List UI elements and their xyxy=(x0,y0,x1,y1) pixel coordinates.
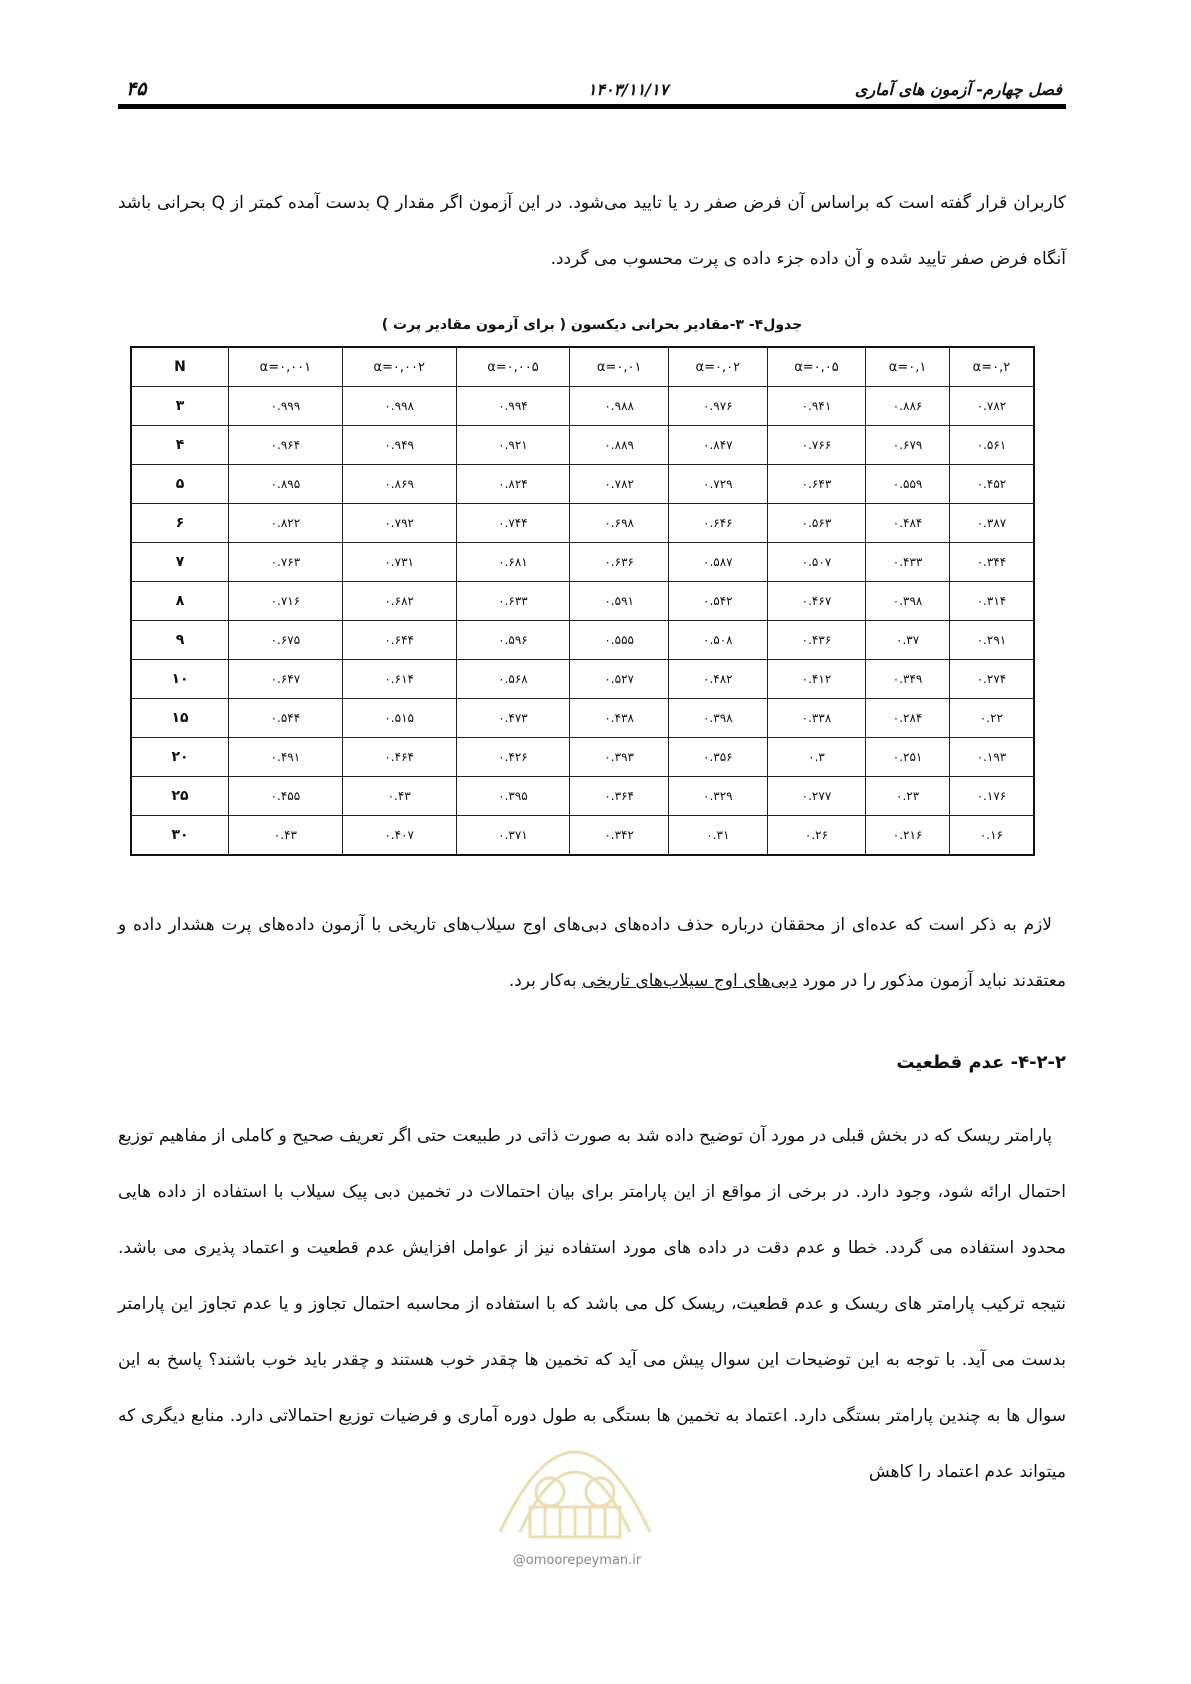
n-cell: ۵ xyxy=(131,465,229,504)
n-cell: ۹ xyxy=(131,621,229,660)
critical-value-cell: ۰.۳۴۲ xyxy=(570,816,669,856)
critical-value-cell: ۰.۲۱۶ xyxy=(866,816,950,856)
critical-value-cell: ۰.۲۷۴ xyxy=(949,660,1034,699)
alpha-header: α=۰,۱ xyxy=(866,347,950,387)
n-cell: ۴ xyxy=(131,426,229,465)
critical-value-cell: ۰.۶۴۴ xyxy=(342,621,456,660)
critical-value-cell: ۰.۳۴۴ xyxy=(949,543,1034,582)
critical-value-cell: ۰.۶۴۳ xyxy=(767,465,866,504)
chapter-title: فصل چهارم- آزمون های آماری xyxy=(854,80,1062,99)
critical-value-cell: ۰.۸۸۹ xyxy=(570,426,669,465)
alpha-header: α=۰,۰۰۵ xyxy=(456,347,570,387)
critical-value-cell: ۰.۷۲۹ xyxy=(669,465,768,504)
critical-value-cell: ۰.۴۷۳ xyxy=(456,699,570,738)
critical-value-cell: ۰.۳۲۹ xyxy=(669,777,768,816)
alpha-header: α=۰,۰۱ xyxy=(570,347,669,387)
critical-value-cell: ۰.۳۹۳ xyxy=(570,738,669,777)
critical-value-cell: ۰.۶۳۶ xyxy=(570,543,669,582)
critical-value-cell: ۰.۹۴۹ xyxy=(342,426,456,465)
critical-value-cell: ۰.۶۴۶ xyxy=(669,504,768,543)
critical-value-cell: ۰.۴۵۵ xyxy=(229,777,343,816)
critical-value-cell: ۰.۳۴۹ xyxy=(866,660,950,699)
alpha-header: α=۰,۲ xyxy=(949,347,1034,387)
critical-value-cell: ۰.۶۷۵ xyxy=(229,621,343,660)
critical-value-cell: ۰.۷۳۱ xyxy=(342,543,456,582)
table-body xyxy=(131,387,1034,856)
table-row xyxy=(131,465,1034,504)
critical-value-cell: ۰.۱۹۳ xyxy=(949,738,1034,777)
critical-value-cell: ۰.۵۹۶ xyxy=(456,621,570,660)
n-cell: ۷ xyxy=(131,543,229,582)
critical-value-cell: ۰.۳۹۸ xyxy=(866,582,950,621)
critical-value-cell: ۰.۴۱۲ xyxy=(767,660,866,699)
critical-value-cell: ۰.۶۹۸ xyxy=(570,504,669,543)
n-cell: ۱۵ xyxy=(131,699,229,738)
critical-value-cell: ۰.۵۶۸ xyxy=(456,660,570,699)
critical-value-cell: ۰.۱۶ xyxy=(949,816,1034,856)
paragraph-1-line-1: کاربران قرار گفته است که براساس آن فرض صفر رد یا تایید می‌شود. در این آزمون اگر مقدار Q بدست آمده کمتر از Q xyxy=(211,193,1066,213)
paragraph-2-line-2-start: هشدار داده و معتقدند نباید آزمون مذکور را در مورد xyxy=(118,915,1066,991)
watermark-logo-icon xyxy=(470,1382,680,1552)
critical-value-cell: ۰.۲۵۱ xyxy=(866,738,950,777)
critical-value-cell: ۰.۴۰۷ xyxy=(342,816,456,856)
critical-value-cell: ۰.۵۵۵ xyxy=(570,621,669,660)
underlined-phrase: دبی‌های اوج سیلاب‌های تاریخی xyxy=(582,971,798,991)
critical-value-cell: ۰.۴۳۳ xyxy=(866,543,950,582)
critical-value-cell: ۰.۳۹۸ xyxy=(669,699,768,738)
critical-value-cell: ۰.۴۸۲ xyxy=(669,660,768,699)
table-row xyxy=(131,738,1034,777)
critical-value-cell: ۰.۸۲۲ xyxy=(229,504,343,543)
critical-value-cell: ۰.۴۶۷ xyxy=(767,582,866,621)
critical-value-cell: ۰.۹۸۸ xyxy=(570,387,669,426)
critical-value-cell: ۰.۹۹۴ xyxy=(456,387,570,426)
critical-value-cell: ۰.۹۹۸ xyxy=(342,387,456,426)
critical-value-cell: ۰.۴۳ xyxy=(342,777,456,816)
table-header-row xyxy=(131,347,1034,387)
critical-value-cell: ۰.۳۹۵ xyxy=(456,777,570,816)
table-row xyxy=(131,699,1034,738)
critical-value-cell: ۰.۵۹۱ xyxy=(570,582,669,621)
critical-value-cell: ۰.۷۸۲ xyxy=(949,387,1034,426)
alpha-header: α=۰,۰۰۲ xyxy=(342,347,456,387)
critical-value-cell: ۰.۳۱ xyxy=(669,816,768,856)
critical-value-cell: ۰.۹۹۹ xyxy=(229,387,343,426)
critical-value-cell: ۰.۴۲۶ xyxy=(456,738,570,777)
critical-value-cell: ۰.۲۳ xyxy=(866,777,950,816)
critical-value-cell: ۰.۲۸۴ xyxy=(866,699,950,738)
critical-value-cell: ۰.۵۲۷ xyxy=(570,660,669,699)
critical-value-cell: ۰.۵۱۵ xyxy=(342,699,456,738)
critical-value-cell: ۰.۹۲۱ xyxy=(456,426,570,465)
critical-value-cell: ۰.۴۳۶ xyxy=(767,621,866,660)
critical-value-cell: ۰.۲۲ xyxy=(949,699,1034,738)
n-cell: ۳۰ xyxy=(131,816,229,856)
critical-value-cell: ۰.۶۸۱ xyxy=(456,543,570,582)
dixon-critical-values-table xyxy=(130,346,1035,856)
critical-value-cell: ۰.۷۱۶ xyxy=(229,582,343,621)
table-row xyxy=(131,777,1034,816)
critical-value-cell: ۰.۸۸۶ xyxy=(866,387,950,426)
paragraph-2-line-1: لازم به ذکر است که عده‌ای از محققان درباره حذف داده‌های دبی‌های اوج سیلاب‌های تاریخی با آزمون داده‌های پرت xyxy=(221,915,1053,935)
table-row xyxy=(131,387,1034,426)
critical-value-cell: ۰.۵۴۴ xyxy=(229,699,343,738)
critical-value-cell: ۰.۶۳۳ xyxy=(456,582,570,621)
paragraph-1-line-2: بحرانی باشد آنگاه فرض صفر تایید شده و آن داده جزء داده ی پرت محسوب می گردد. xyxy=(118,193,1066,269)
critical-value-cell: ۰.۸۲۴ xyxy=(456,465,570,504)
table-row xyxy=(131,582,1034,621)
section-heading: ۴-۲-۲- عدم قطعیت xyxy=(896,1052,1066,1073)
n-column-header: N xyxy=(131,347,229,387)
critical-value-cell: ۰.۱۷۶ xyxy=(949,777,1034,816)
critical-value-cell: ۰.۶۷۹ xyxy=(866,426,950,465)
n-cell: ۸ xyxy=(131,582,229,621)
table-row xyxy=(131,426,1034,465)
critical-value-cell: ۰.۷۹۲ xyxy=(342,504,456,543)
paragraph-2 xyxy=(118,897,1066,1009)
critical-value-cell: ۰.۳۸۷ xyxy=(949,504,1034,543)
header-rule xyxy=(118,104,1066,109)
page-number: ۴۵ xyxy=(126,78,147,100)
critical-value-cell: ۰.۹۴۱ xyxy=(767,387,866,426)
critical-value-cell: ۰.۵۰۷ xyxy=(767,543,866,582)
paragraph-2-line-2-end: به‌کار برد. xyxy=(508,971,583,991)
table-row xyxy=(131,660,1034,699)
critical-value-cell: ۰.۵۶۳ xyxy=(767,504,866,543)
critical-value-cell: ۰.۸۴۷ xyxy=(669,426,768,465)
critical-value-cell: ۰.۸۹۵ xyxy=(229,465,343,504)
paragraph-1 xyxy=(118,175,1066,287)
alpha-header: α=۰,۰۰۱ xyxy=(229,347,343,387)
critical-value-cell: ۰.۳۷ xyxy=(866,621,950,660)
critical-value-cell: ۰.۷۴۴ xyxy=(456,504,570,543)
critical-value-cell: ۰.۵۸۷ xyxy=(669,543,768,582)
page-header xyxy=(118,72,1066,102)
paragraph-3-text: پارامتر ریسک که در بخش قبلی در مورد آن توضیح داده شد به صورت ذاتی در طبیعت حتی اگر تعریف صحیح و کاملی از مفاهیم توزیع احتمال ارائه شود، وجود دارد. در برخی از مواقع از این پارامتر برای بیان احتمالات در تخمین دبی پیک سیلاب با استفاده از داده هایی محدود استفاده می گردد. خطا و عدم دقت در داده های مورد استفاده نیز از عوامل افزایش عدم قطعیت و اعتماد پذیری می باشد. نتیجه ترکیب پارامتر های ریسک و عدم قطعیت، ریسک کل می باشد که با استفاده از محاسبه احتمال تجاوز و یا عدم تجاوز این پارامتر بدست می آید. با توجه به این توضیحات این سوال پیش می آید که تخمین ها چقدر خوب هستند و چقدر باید خوب باشند؟ پاسخ به این سوال ها به چندین پارامتر بستگی دارد. اعتماد به تخمین ها بستگی به طول دوره آماری و فرضیات توزیع احتمالاتی دارد. منابع دیگری که میتواند عدم اعتماد را کاهش xyxy=(118,1126,1066,1482)
critical-value-cell: ۰.۴۹۱ xyxy=(229,738,343,777)
table-caption: جدول۴- ۳-مقادیر بحرانی دیکسون ( برای آزمون مقادیر پرت ) xyxy=(381,317,803,333)
critical-value-cell: ۰.۵۴۲ xyxy=(669,582,768,621)
critical-value-cell: ۰.۲۹۱ xyxy=(949,621,1034,660)
critical-value-cell: ۰.۳۳۸ xyxy=(767,699,866,738)
critical-value-cell: ۰.۴۸۴ xyxy=(866,504,950,543)
critical-value-cell: ۰.۳۷۱ xyxy=(456,816,570,856)
table-row xyxy=(131,543,1034,582)
alpha-header: α=۰,۰۲ xyxy=(669,347,768,387)
critical-value-cell: ۰.۶۱۴ xyxy=(342,660,456,699)
critical-value-cell: ۰.۴۳۸ xyxy=(570,699,669,738)
n-cell: ۲۰ xyxy=(131,738,229,777)
critical-value-cell: ۰.۵۰۸ xyxy=(669,621,768,660)
table-row xyxy=(131,816,1034,856)
n-cell: ۱۰ xyxy=(131,660,229,699)
table-row xyxy=(131,621,1034,660)
critical-value-cell: ۰.۶۴۷ xyxy=(229,660,343,699)
critical-value-cell: ۰.۳۵۶ xyxy=(669,738,768,777)
critical-value-cell: ۰.۴۳ xyxy=(229,816,343,856)
critical-value-cell: ۰.۵۵۹ xyxy=(866,465,950,504)
header-date: ۱۴۰۳/۱۱/۱۷ xyxy=(587,80,669,99)
alpha-header: α=۰,۰۵ xyxy=(767,347,866,387)
critical-value-cell: ۰.۳۶۴ xyxy=(570,777,669,816)
critical-value-cell: ۰.۹۷۶ xyxy=(669,387,768,426)
table-row xyxy=(131,504,1034,543)
critical-value-cell: ۰.۶۸۲ xyxy=(342,582,456,621)
critical-value-cell: ۰.۴۶۴ xyxy=(342,738,456,777)
n-cell: ۲۵ xyxy=(131,777,229,816)
critical-value-cell: ۰.۲۷۷ xyxy=(767,777,866,816)
critical-value-cell: ۰.۲۶ xyxy=(767,816,866,856)
critical-value-cell: ۰.۳ xyxy=(767,738,866,777)
critical-value-cell: ۰.۴۵۲ xyxy=(949,465,1034,504)
critical-value-cell: ۰.۵۶۱ xyxy=(949,426,1034,465)
n-cell: ۳ xyxy=(131,387,229,426)
critical-value-cell: ۰.۸۶۹ xyxy=(342,465,456,504)
critical-value-cell: ۰.۹۶۴ xyxy=(229,426,343,465)
critical-value-cell: ۰.۳۱۴ xyxy=(949,582,1034,621)
critical-value-cell: ۰.۷۶۳ xyxy=(229,543,343,582)
n-cell: ۶ xyxy=(131,504,229,543)
critical-value-cell: ۰.۷۶۶ xyxy=(767,426,866,465)
critical-value-cell: ۰.۷۸۲ xyxy=(570,465,669,504)
watermark-text: @omoorepeyman.ir xyxy=(512,1553,642,1568)
